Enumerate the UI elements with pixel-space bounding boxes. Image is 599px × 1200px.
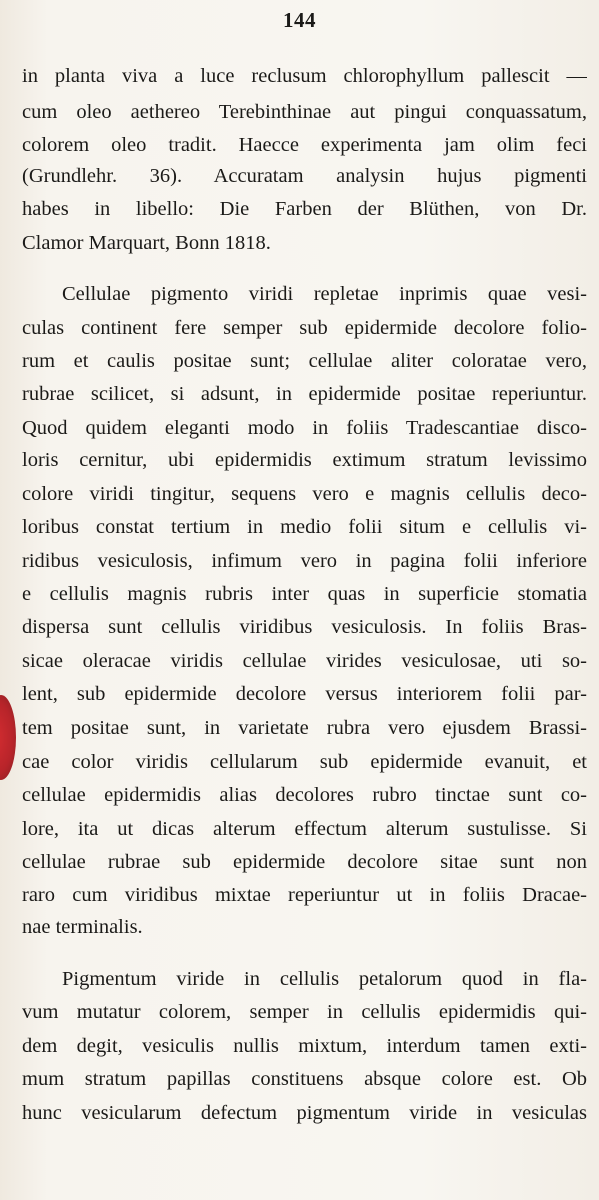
text-line: lent, sub epidermide decolore versus interiorem folii par-: [22, 683, 587, 705]
text-line: vum mutatur colorem, semper in cellulis epidermidis qui-: [22, 1001, 587, 1023]
text-line: rubrae scilicet, si adsunt, in epidermide positae reperiuntur.: [22, 383, 587, 405]
text-line: ridibus vesiculosis, infimum vero in pagina folii inferiore: [22, 550, 587, 572]
text-line: habes in libello: Die Farben der Blüthen, von Dr.: [22, 198, 587, 220]
text-line: dispersa sunt cellulis viridibus vesiculosis. In foliis Bras-: [22, 616, 587, 638]
red-tab-marker: [0, 695, 16, 780]
text-line: cellulae rubrae sub epidermide decolore sitae sunt non: [22, 851, 587, 873]
text-line: mum stratum papillas constituens absque colore est. Ob: [22, 1068, 587, 1090]
text-line: rum et caulis positae sunt; cellulae aliter coloratae vero,: [22, 350, 587, 372]
text-line: Quod quidem eleganti modo in foliis Tradescantiae disco-: [22, 417, 587, 439]
text-line: dem degit, vesiculis nullis mixtum, interdum tamen exti-: [22, 1035, 587, 1057]
text-line: loris cernitur, ubi epidermidis extimum stratum levissimo: [22, 449, 587, 471]
text-line: colore viridi tingitur, sequens vero e magnis cellulis deco-: [22, 483, 587, 505]
text-line: lore, ita ut dicas alterum effectum alterum sustulisse. Si: [22, 818, 587, 840]
text-line: loribus constat tertium in medio folii situm e cellulis vi-: [22, 516, 587, 538]
text-line: sicae oleracae viridis cellulae virides vesiculosae, uti so-: [22, 650, 587, 672]
text-line: cellulae epidermidis alias decolores rubro tinctae sunt co-: [22, 784, 587, 806]
text-line: nae terminalis.: [22, 916, 143, 938]
text-line: e cellulis magnis rubris inter quas in superficie stomatia: [22, 583, 587, 605]
page-number: 144: [283, 8, 316, 32]
text-line: Pigmentum viride in cellulis petalorum quod in fla-: [62, 968, 587, 990]
text-line: in planta viva a luce reclusum chlorophyllum pallescit —: [22, 65, 587, 87]
text-line: hunc vesicularum defectum pigmentum viride in vesiculas: [22, 1102, 587, 1124]
text-line: cum oleo aethereo Terebinthinae aut pingui conquassatum,: [22, 101, 587, 123]
text-line: Clamor Marquart, Bonn 1818.: [22, 232, 271, 254]
text-line: culas continent fere semper sub epidermide decolore folio-: [22, 317, 587, 339]
text-line: colorem oleo tradit. Haecce experimenta jam olim feci: [22, 134, 587, 156]
text-line: cae color viridis cellularum sub epidermide evanuit, et: [22, 751, 587, 773]
text-line: tem positae sunt, in varietate rubra vero ejusdem Brassi-: [22, 717, 587, 739]
text-line: (Grundlehr. 36). Accuratam analysin hujus pigmenti: [22, 165, 587, 187]
text-line: raro cum viridibus mixtae reperiuntur ut in foliis Dracae-: [22, 884, 587, 906]
text-line: Cellulae pigmento viridi repletae inprimis quae vesi-: [62, 283, 587, 305]
